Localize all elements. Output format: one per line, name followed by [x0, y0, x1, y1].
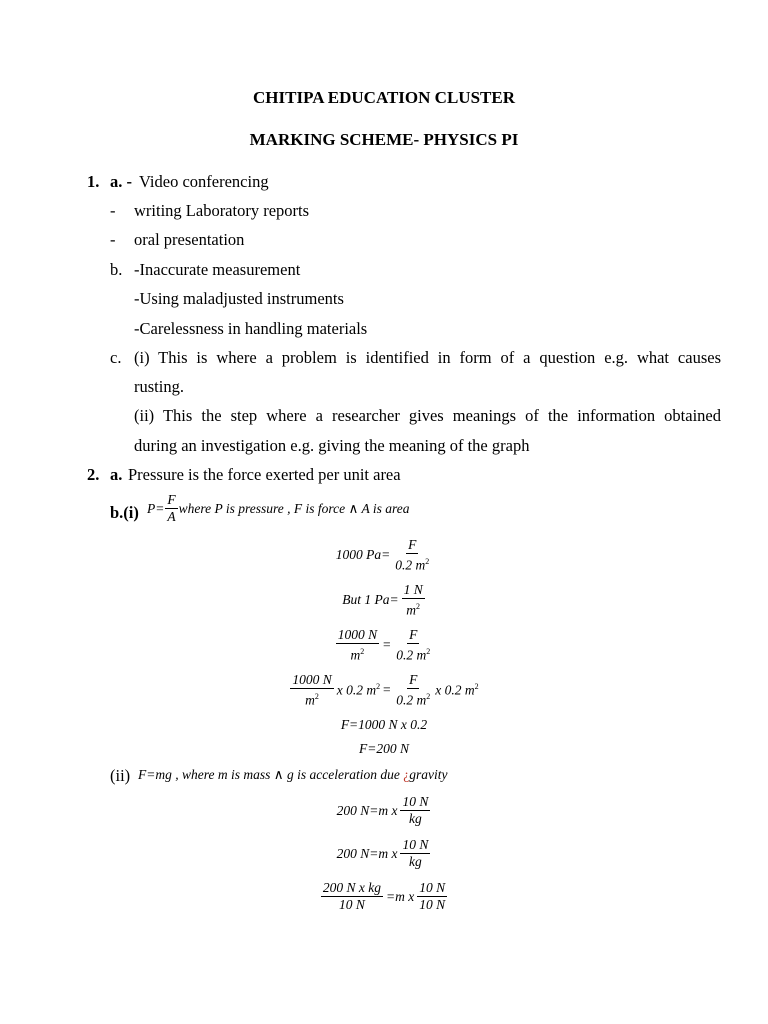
- eq4-num1: 1000 N: [292, 672, 332, 687]
- eq8-lhs: 200 N=m x: [336, 845, 398, 861]
- eq2-den: m: [406, 602, 417, 618]
- eq4-tail: x 0.2 m: [435, 682, 475, 698]
- q1-b-item-2: -Using maladjusted instruments: [134, 289, 344, 308]
- q2-ii-label: (ii): [110, 766, 131, 785]
- eq4-equals: =: [382, 682, 392, 698]
- eq4-exp2: 2: [426, 692, 431, 701]
- ii-tail: gravity: [409, 767, 448, 782]
- q1-c-ii-line1: (ii) This the step where a researcher gives meanings of the information obtained: [134, 406, 721, 425]
- q2-a-text: Pressure is the force exerted per unit area: [128, 465, 401, 484]
- eq3-den2: 0.2 m: [396, 647, 427, 663]
- equation-3: [0, 626, 768, 664]
- q2-a-label: a.: [110, 465, 123, 484]
- q1-a-label: a. -: [110, 172, 132, 191]
- q1-a-item-3: oral presentation: [134, 230, 245, 249]
- q1-b-item-1: -Inaccurate measurement: [134, 260, 301, 279]
- equation-2: [0, 582, 768, 619]
- equation-4: [0, 671, 768, 709]
- eq4-exp-tail: 2: [474, 682, 479, 691]
- q1-a-dash-2: -: [110, 201, 116, 220]
- eq3-equals: =: [382, 637, 392, 653]
- q1-b-item-3: -Carelessness in handling materials: [134, 319, 368, 338]
- formula-fraction: [165, 492, 177, 525]
- eq7-den: kg: [409, 811, 422, 826]
- eq1-lhs: 1000 Pa=: [335, 547, 391, 563]
- eq9-num2: 10 N: [419, 880, 446, 895]
- eq4-fraction-left: [290, 672, 333, 709]
- eq7-fraction: [400, 794, 430, 827]
- eq1-num: F: [408, 537, 417, 552]
- eq8-fraction: [400, 837, 430, 870]
- pressure-formula: [147, 492, 409, 525]
- weight-formula: [138, 767, 447, 783]
- eq4-exp1: 2: [314, 692, 319, 701]
- eq8-den: kg: [409, 854, 422, 869]
- ii-mark: ¿: [403, 767, 410, 782]
- eq3-num1: 1000 N: [337, 627, 378, 642]
- equation-6: [0, 740, 768, 758]
- equation-5: [0, 716, 768, 734]
- eq9-fraction-left: [321, 880, 383, 913]
- eq3-den1: m: [350, 647, 361, 663]
- eq2-lhs: But 1 Pa=: [342, 592, 399, 608]
- eq5-text: F=1000 N x 0.2: [340, 717, 428, 732]
- eq3-fraction-right: [394, 627, 432, 664]
- eq8-num: 10 N: [402, 837, 429, 852]
- equation-8: [0, 837, 768, 870]
- document-subtitle: MARKING SCHEME- PHYSICS PI: [249, 130, 519, 149]
- eq9-mid: =m x: [386, 888, 415, 904]
- eq9-den1: 10 N: [338, 897, 365, 912]
- q2-number: 2.: [87, 465, 100, 484]
- eq2-num: 1 N: [403, 582, 423, 597]
- eq1-den: 0.2 m: [395, 557, 426, 573]
- q1-c-ii-line2: during an investigation e.g. giving the meaning of the graph: [134, 436, 530, 455]
- eq6-text: F=200 N: [359, 741, 409, 756]
- eq1-exp: 2: [425, 557, 430, 566]
- eq9-fraction-right: [417, 880, 447, 913]
- eq7-lhs: 200 N=m x: [336, 802, 398, 818]
- eq4-exp-mid: 2: [376, 682, 381, 691]
- eq2-fraction: [402, 582, 425, 619]
- eq3-exp1: 2: [360, 647, 365, 656]
- equation-1: [0, 537, 768, 574]
- formula-num: F: [167, 492, 176, 507]
- eq9-den2: 10 N: [419, 897, 446, 912]
- eq3-num2: F: [409, 627, 418, 642]
- q1-c-label: c.: [110, 348, 122, 367]
- q1-a-item-2: writing Laboratory reports: [134, 201, 310, 220]
- equation-9: [0, 879, 768, 913]
- eq4-mid: x 0.2 m: [336, 682, 377, 698]
- eq1-fraction: [393, 537, 431, 574]
- q2-bi-label: b.(i): [110, 503, 139, 522]
- q1-number: 1.: [87, 172, 100, 191]
- equation-7: [0, 794, 768, 827]
- q1-c-i-line1: (i) This is where a problem is identified in form of a question e.g. what causes: [134, 348, 721, 367]
- eq4-den1: m: [305, 692, 315, 708]
- eq2-exp: 2: [416, 602, 421, 611]
- formula-den: A: [167, 509, 176, 524]
- eq4-fraction-right: [394, 672, 432, 709]
- q1-a-dash-3: -: [110, 230, 116, 249]
- q1-b-label: b.: [110, 260, 123, 279]
- eq3-exp2: 2: [426, 647, 431, 656]
- eq9-num1: 200 N x kg: [322, 880, 381, 895]
- formula-desc: where P is pressure , F is force ∧ A is area: [178, 500, 410, 516]
- q1-c-i-line2: rusting.: [134, 377, 184, 396]
- q1-a-item-1: Video conferencing: [139, 172, 269, 191]
- eq3-fraction-left: [336, 627, 379, 664]
- document-title: CHITIPA EDUCATION CLUSTER: [253, 88, 515, 107]
- ii-formula: F=mg , where m is mass ∧ g is acceleration due: [138, 767, 404, 782]
- eq7-num: 10 N: [402, 794, 429, 809]
- eq4-num2: F: [409, 672, 418, 687]
- eq4-den2: 0.2 m: [396, 692, 427, 708]
- formula-lhs: P=: [147, 500, 165, 516]
